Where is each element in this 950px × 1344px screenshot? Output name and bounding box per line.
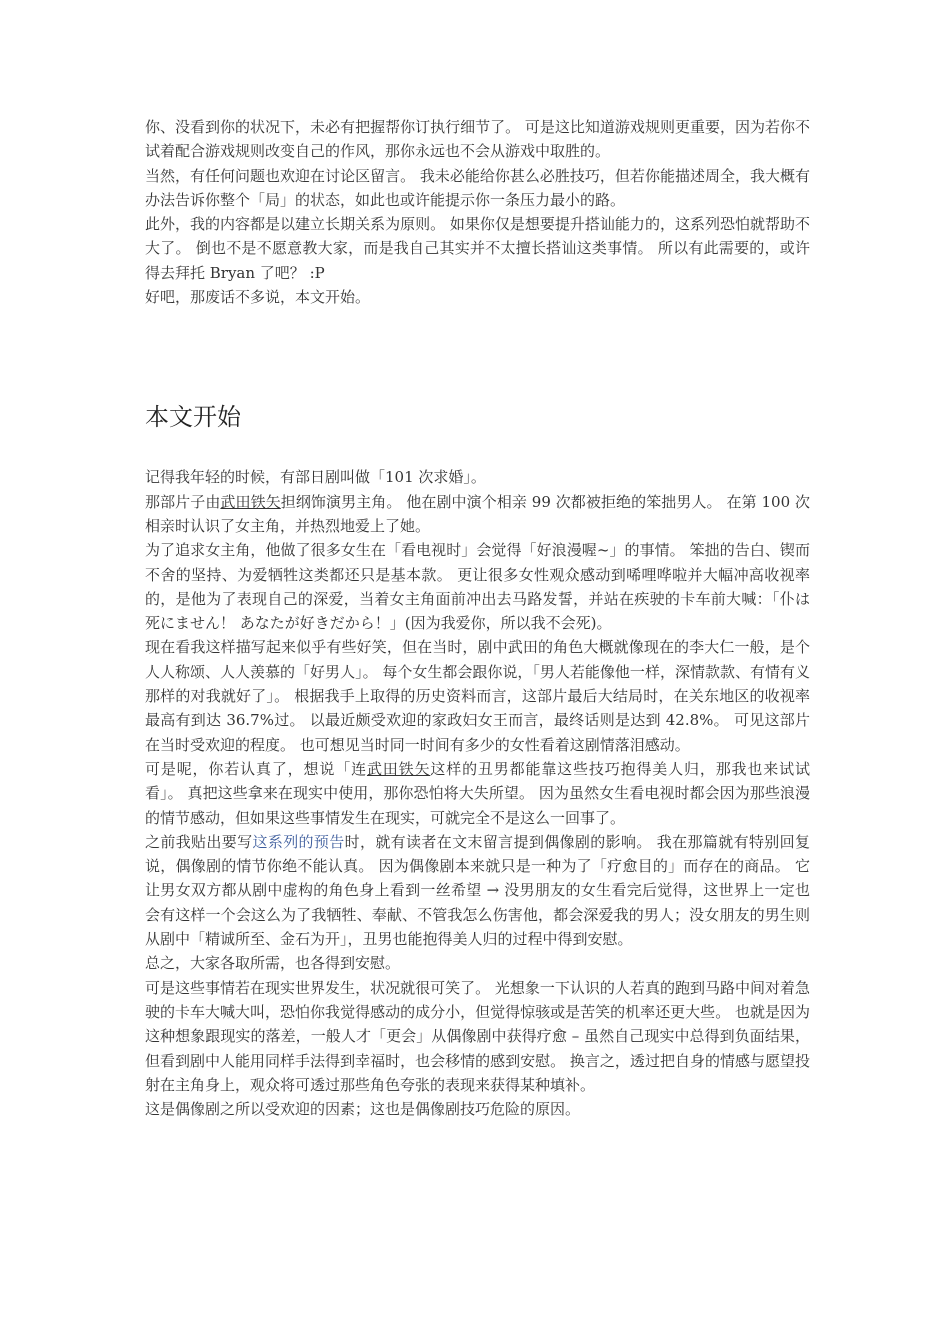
intro-paragraph-3: 此外，我的内容都是以建立长期关系为原则。 如果你仅是想要提升搭讪能力的，这系列恐怕就帮助不大了。 倒也不是不愿意教大家，而是我自己其实并不太擅长搭讪这类事情。 所以有此需要的，或许得去拜托 Bryan 了吧？ :P: [145, 215, 810, 282]
intro-paragraph-1: 你、没看到你的状况下，未必有把握帮你订执行细节了。 可是这比知道游戏规则更重要，因为若你不试着配合游戏规则改变自己的作风，那你永远也不会从游戏中取胜的。: [145, 118, 810, 161]
paragraph-reality-gap: 可是这些事情若在现实世界发生，状况就很可笑了。 光想象一下认识的人若真的跑到马路中间对着急驶的卡车大喊大叫，恐怕你我觉得感动的成分小，但觉得惊骇或是苦笑的机率还更大些。 也就是因为这种想象跟现实的落差，一般人才「更会」从偶像剧中获得疗愈 – 虽然自己现实中总得到负面结果，但看到剧中人能用同样手法得到幸福时，也会移情的感到安慰。 换言之，透过把自身的情感与愿望投射在主角身上，观众将可透过那些角色夸张的表现来获得某种填补。: [145, 978, 810, 1094]
paragraph-conclusion: 这是偶像剧之所以受欢迎的因素；这也是偶像剧技巧危险的原因。: [145, 1100, 581, 1119]
actor-name: 武田铁矢: [220, 492, 281, 511]
actor-name: 武田铁矢: [366, 759, 431, 778]
section-heading: 本文开始: [145, 403, 241, 432]
article-body: [145, 115, 810, 1121]
paragraph-summary: 总之，大家各取所需，也各得到安慰。: [145, 954, 401, 973]
paragraph-text: 之前我贴出要写: [145, 832, 253, 851]
paragraph-text: 担纲饰演男主角。 他在剧中演个相亲 99 次都被拒绝的笨拙男人。 在第 100 次相亲时认识了女主角，并热烈地爱上了她。: [145, 492, 810, 535]
paragraph-drama-title: 记得我年轻的时候，有部日剧叫做「101 次求婚」。: [145, 468, 486, 487]
intro-paragraph-4: 好吧，那废话不多说，本文开始。: [145, 288, 371, 307]
paragraph-ratings: 现在看我这样描写起来似乎有些好笑，但在当时，剧中武田的角色大概就像现在的李大仁一般，是个人人称颂、人人羡慕的「好男人」。 每个女生都会跟你说，「男人若能像他一样，深情款款、有情有义那样的对我就好了」。 根据我手上取得的历史资料而言，这部片最后大结局时，在关东地区的收视率最高有到达 36.7%过。 以最近颇受欢迎的家政妇女王而言，最终话则是达到 42.8%。 可见这部片在当时受欢迎的程度。 也可想见当时同一时间有多少的女性看着这剧情落泪感动。: [145, 638, 810, 754]
paragraph-lead-actor: [145, 490, 810, 539]
paragraph-reality-check: [145, 757, 810, 830]
paragraph-text: 那部片子由: [145, 492, 221, 511]
paragraph-text: 可是呢，你若认真了，想说「连: [145, 759, 367, 778]
paragraph-idol-drama: [145, 830, 810, 951]
series-preview-link[interactable]: 这系列的预告: [252, 832, 345, 851]
paragraph-text: 时，就有读者在文末留言提到偶像剧的影响。 我在那篇就有特别回复说，偶像剧的情节你绝不能认真。 因为偶像剧本来就只是一种为了「疗愈目的」而存在的商品。 它让男女双方都从剧中虚构的角色身上看到一丝希望 → 没男朋友的女生看完后觉得，这世界上一定也会有这样一个会这么为了我牺牲、奉献、不管我怎么伤害他，都会深爱我的男人；没女朋友的男生则从剧中「精诚所至、金石为开」，丑男也能抱得美人归的过程中得到安慰。: [145, 832, 810, 949]
intro-paragraph-2: 当然，有任何问题也欢迎在讨论区留言。 我未必能给你甚么必胜技巧，但若你能描述周全，我大概有办法告诉你整个「局」的状态，如此也或许能提示你一条压力最小的路。: [145, 166, 810, 209]
paragraph-text: 这样的丑男都能靠这些技巧抱得美人归，那我也来试试看」。 真把这些拿来在现实中使用，那你恐怕将大失所望。 因为虽然女生看电视时都会因为那些浪漫的情节感动，但如果这些事情发生在现实，可就完全不是这么一回事了。: [145, 759, 810, 827]
paragraph-romantic-acts: 为了追求女主角，他做了很多女生在「看电视时」会觉得「好浪漫喔~」的事情。 笨拙的告白、锲而不舍的坚持、为爱牺牲这类都还只是基本款。 更让很多女性观众感动到唏哩哗啦并大幅冲高收视率的，是他为了表现自己的深爱，当着女主角面前冲出去马路发誓，并站在疾驶的卡车前大喊：「仆は死にません！ あなたが好きだから！」(因为我爱你，所以我不会死)。: [145, 541, 810, 633]
